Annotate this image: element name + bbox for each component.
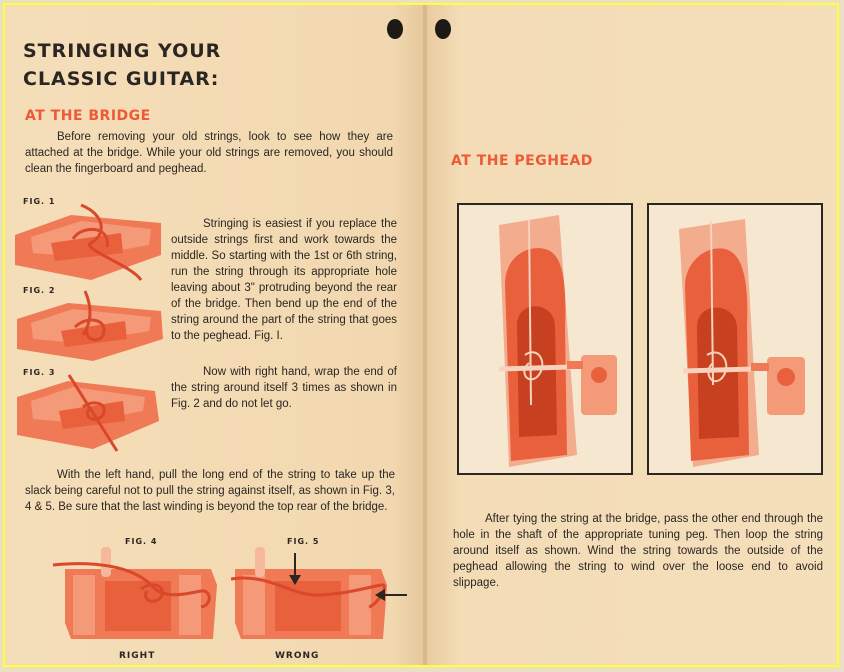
caption-wrong: WRONG <box>275 651 320 661</box>
left-hand-paragraph: With the left hand, pull the long end of the string to take up the slack being careful not to pull the string against itself, as shown in Fig. 3, 4 & 5. Be sure that the last winding is beyond the top rear of the bridge. <box>25 469 395 513</box>
bridge-fig-3-illustration <box>13 371 163 453</box>
section-heading-bridge: AT THE BRIDGE <box>25 108 151 124</box>
title-line-1: STRINGING YOUR <box>23 40 222 62</box>
title-line-2: CLASSIC GUITAR: <box>23 68 220 90</box>
bridge-fig-2-illustration <box>13 289 168 365</box>
peghead-photo-2 <box>647 203 823 475</box>
bridge-fig-1-illustration <box>11 195 171 285</box>
fig-2-label: FIG. 2 <box>23 286 56 295</box>
wrap-paragraph: Now with right hand, wrap the end of the string around itself 3 times as shown in Fig. 2 and do not let go. <box>171 366 397 410</box>
binding-hole <box>435 19 451 39</box>
left-page <box>5 5 425 665</box>
intro-paragraph: Before removing your old strings, look to see how they are attached at the bridge. While your old strings are removed, you should clean the fingerboard and peghead. <box>25 131 393 175</box>
page-title <box>23 37 221 93</box>
fig-3-label: FIG. 3 <box>23 368 56 377</box>
peghead-illustration-1 <box>459 205 631 473</box>
peghead-paragraph: After tying the string at the bridge, pass the other end through the hole in the shaft of the appropriate tuning peg. Then loop the string around itself as shown. Wind the string towards the outside of the peghead allowing the string to wind over the loose end to avoid slippage. <box>453 513 823 589</box>
section-heading-peghead: AT THE PEGHEAD <box>451 153 593 169</box>
binding-hole <box>387 19 403 39</box>
fig-1-label: FIG. 1 <box>23 197 56 206</box>
fig-5-label: FIG. 5 <box>287 537 320 546</box>
caption-right: RIGHT <box>119 651 156 661</box>
bridge-fig-4-illustration <box>51 545 223 643</box>
bridge-fig-5-illustration <box>231 545 411 643</box>
right-page <box>427 5 837 665</box>
fig-4-label: FIG. 4 <box>125 537 158 546</box>
stringing-paragraph: Stringing is easiest if you replace the outside strings first and work towards the middle. So starting with the 1st or 6th string, run the string through its appropriate hole leaving about 3" protruding beyond the rear of the bridge. Then bend up the end of the string around the part of the string that goes to the peghead. Fig. I. <box>171 218 397 342</box>
booklet-spread <box>3 3 839 667</box>
peghead-photo-1 <box>457 203 633 475</box>
peghead-illustration-2 <box>649 205 821 473</box>
